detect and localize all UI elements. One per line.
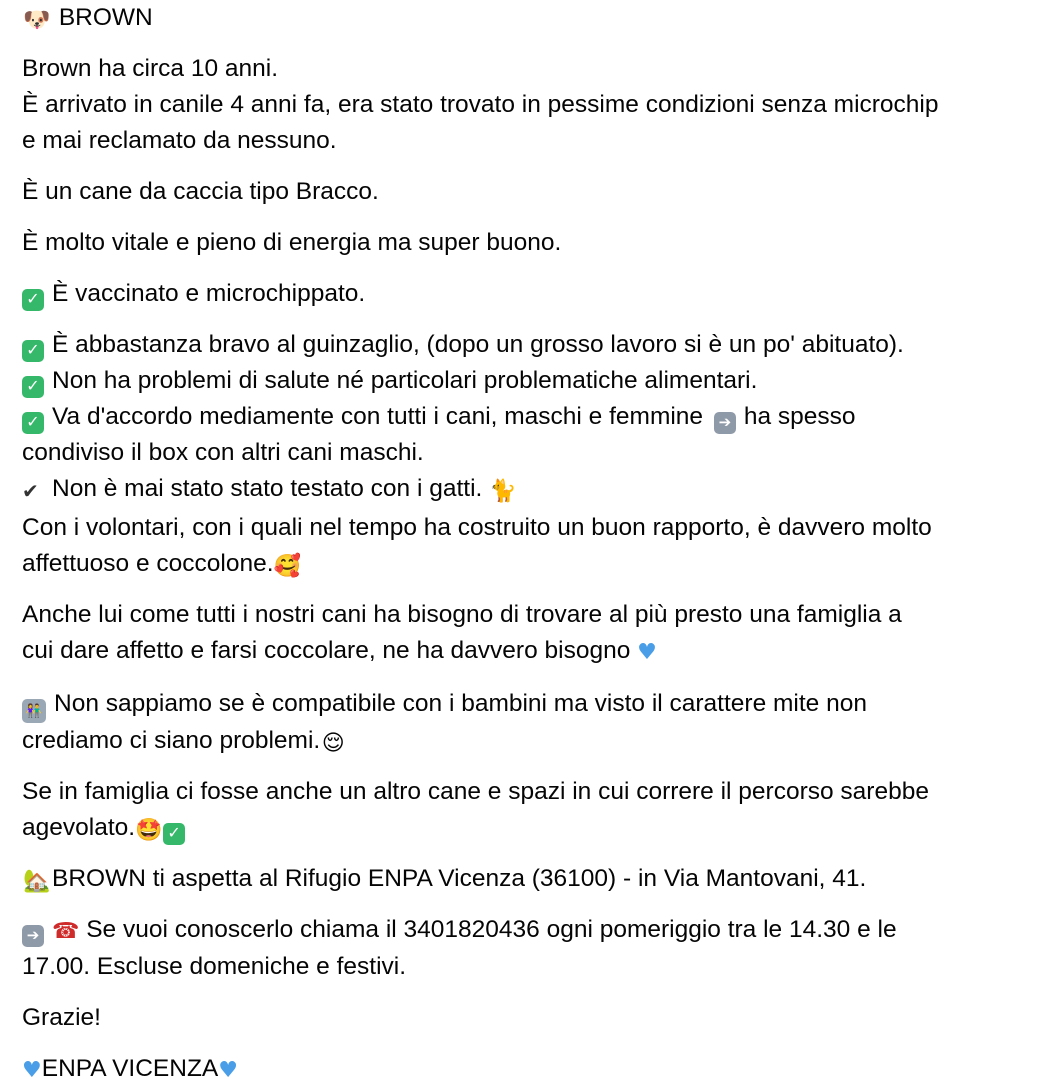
blue-heart-icon: ♥ — [22, 1058, 42, 1083]
family-line-2: cui dare affetto e farsi coccolare, ne ha davvero bisogno ♥ — [22, 637, 657, 665]
contact-line-1: ➔ ☎ Se vuoi conoscerlo chiama il 3401820436 ogni pomeriggio tra le 14.30 e le — [22, 912, 1052, 949]
other-dog-line-1: Se in famiglia ci fosse anche un altro cane e spazi in cui correre il percorso sarebbe — [22, 778, 929, 805]
dogs-line-2: condiviso il box con altri cani maschi. — [22, 439, 424, 466]
arrival-line-2: e mai reclamato da nessuno. — [22, 127, 337, 154]
volunteers-line-2: affettuoso e coccolone.🥰 — [22, 550, 301, 579]
relieved-face-icon: 😌 — [321, 731, 345, 756]
dog-face-icon: 🐶 — [23, 8, 51, 33]
contact-line-2: 17.00. Escluse domeniche e festivi. — [22, 953, 407, 980]
leash-line: ✓ È abbastanza bravo al guinzaglio, (dopo un grosso lavoro si è un po' abituato). — [22, 327, 1052, 363]
check-mark-button-icon: ✓ — [22, 340, 44, 362]
age-line: Brown ha circa 10 anni. — [22, 55, 279, 82]
signature-line — [22, 1051, 1052, 1089]
other-dog-line-2: agevolato.🤩 ✓ — [22, 810, 1052, 846]
check-mark-button-icon: ✓ — [22, 289, 44, 311]
right-arrow-icon: ➔ — [714, 412, 736, 434]
temperament-line: È molto vitale e pieno di energia ma super buono. — [22, 229, 562, 256]
children-line-1: 👫 Non sappiamo se è compatibile con i bambini ma visto il carattere mite non — [22, 686, 1052, 723]
volunteers-line-1: Con i volontari, con i quali nel tempo ha costruito un buon rapporto, è davvero molto — [22, 514, 932, 541]
telephone-icon: ☎ — [52, 918, 80, 943]
check-mark-button-icon: ✓ — [22, 412, 44, 434]
breed-line: È un cane da caccia tipo Bracco. — [22, 178, 379, 205]
post-title: BROWN — [58, 4, 153, 31]
arrival-line-1: È arrivato in canile 4 anni fa, era stato trovato in pessime condizioni senza microchip — [22, 91, 939, 118]
vaccinated-line: ✓ È vaccinato e microchippato. — [22, 276, 1052, 312]
blue-heart-icon: ♥ — [218, 1058, 239, 1083]
black-cat-icon: 🐈 — [489, 479, 517, 504]
family-line-1: Anche lui come tutti i nostri cani ha bisogno di trovare al più presto una famiglia a — [22, 601, 902, 628]
cats-line: ✔ Non è mai stato stato testato con i gatti. 🐈 — [22, 471, 1052, 510]
health-line: ✓ Non ha problemi di salute né particolari problematiche alimentari. — [22, 363, 1052, 399]
star-struck-icon: 🤩 — [135, 818, 163, 843]
check-mark-button-icon: ✓ — [22, 376, 44, 398]
thanks-line: Grazie! — [22, 1004, 101, 1031]
check-mark-button-icon: ✓ — [163, 823, 185, 845]
check-mark-icon: ✔ — [22, 481, 39, 503]
post-title-line — [22, 0, 1052, 36]
right-arrow-icon: ➔ — [22, 925, 44, 947]
smiling-face-with-hearts-icon: 🥰 — [273, 554, 301, 579]
children-crossing-icon: 👫 — [22, 699, 46, 723]
blue-heart-icon: ♥ — [637, 640, 657, 665]
shelter-line: 🏡BROWN ti aspetta al Rifugio ENPA Vicenza (36100) - in Via Mantovani, 41. — [23, 865, 867, 894]
children-line-2: crediamo ci siano problemi.😌 — [22, 727, 345, 756]
signature: ENPA VICENZA — [41, 1055, 219, 1082]
house-with-garden-icon: 🏡 — [23, 869, 51, 894]
post-body — [22, 0, 1052, 1089]
dogs-line-1: ✓ Va d'accordo mediamente con tutti i cani, maschi e femmine ➔ ha spesso — [22, 399, 1052, 435]
